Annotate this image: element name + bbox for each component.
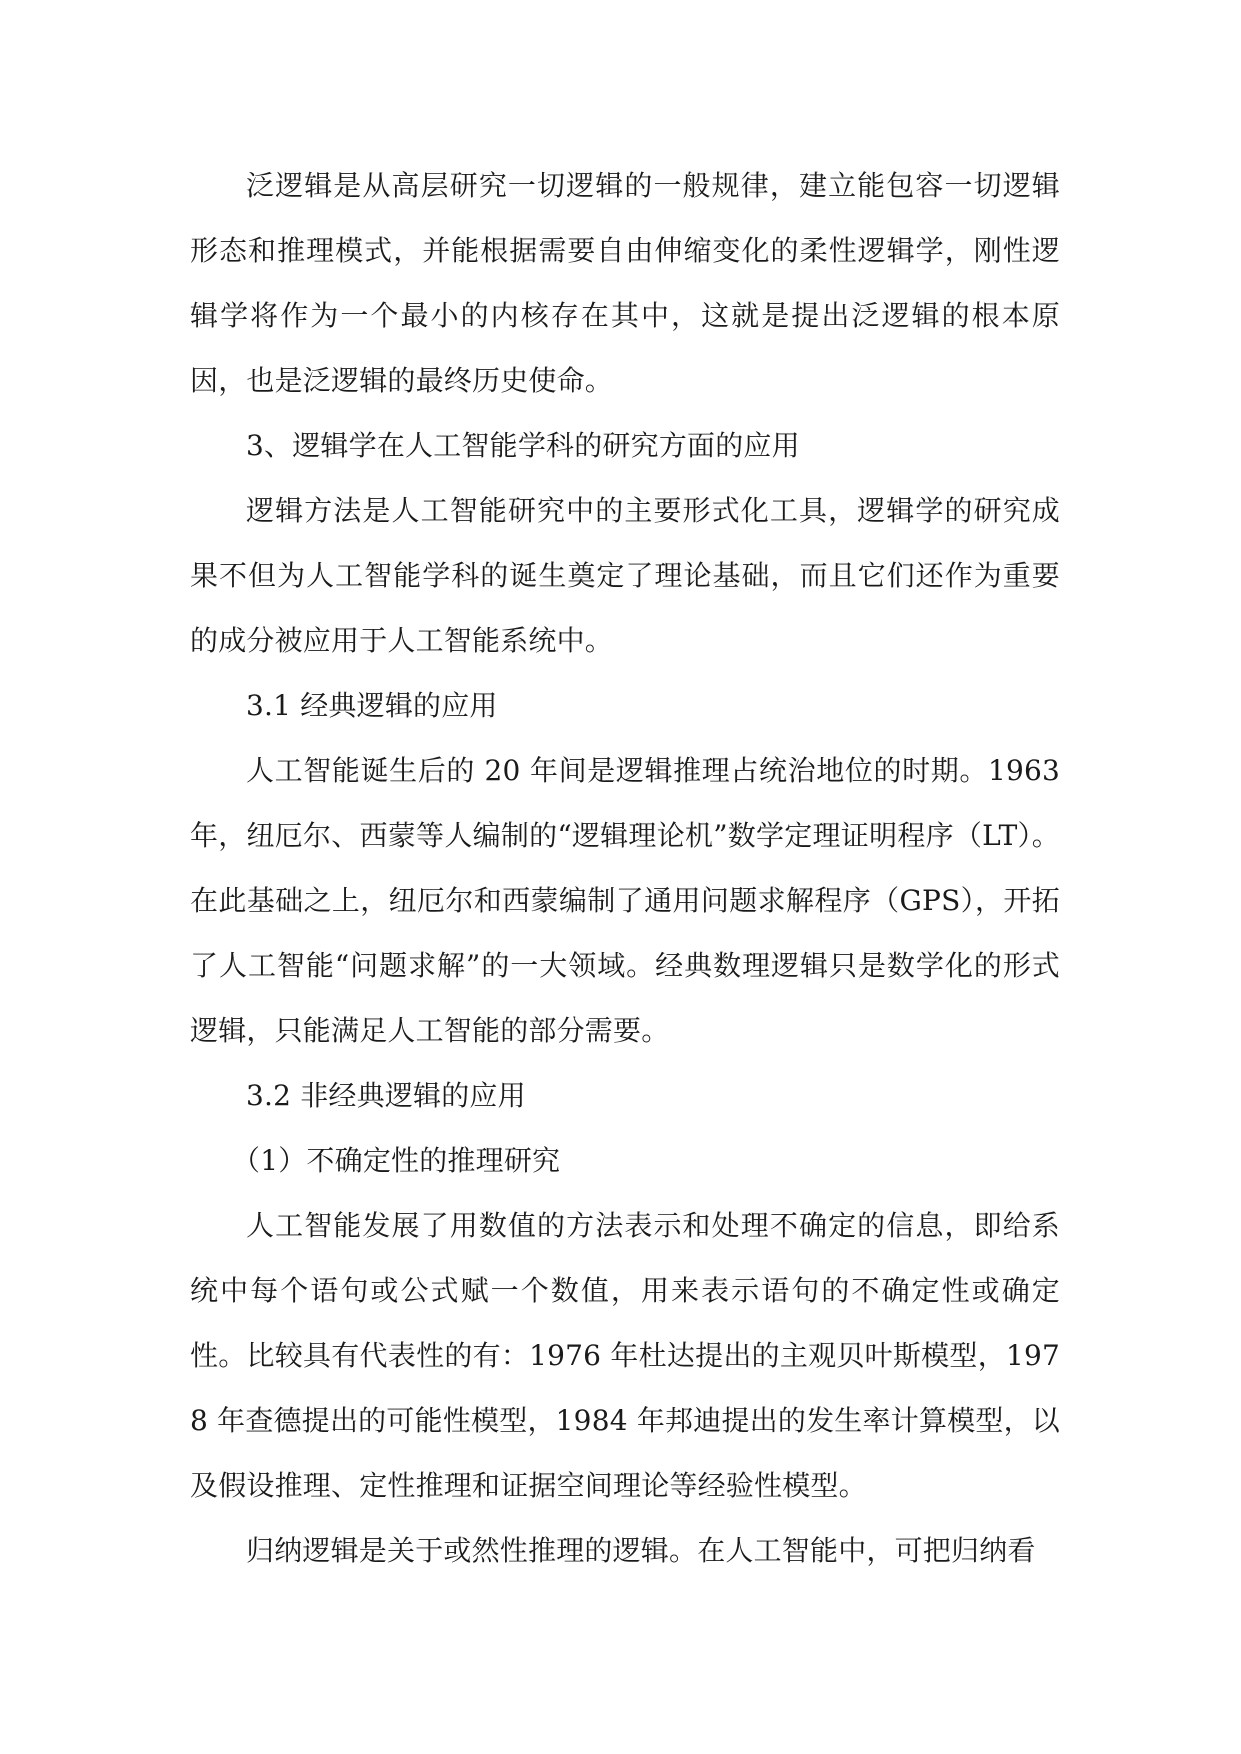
section-heading-3-1: 3.1 经典逻辑的应用: [246, 689, 498, 722]
paragraph-inductive-logic: 归纳逻辑是关于或然性推理的逻辑。在人工智能中，可把归纳看: [246, 1534, 1036, 1567]
section-heading-3: 3、逻辑学在人工智能学科的研究方面的应用: [246, 429, 800, 462]
document-body: [190, 153, 1060, 1583]
paragraph-pan-logic: 泛逻辑是从高层研究一切逻辑的一般规律，建立能包容一切逻辑形态和推理模式，并能根据需要自由伸缩变化的柔性逻辑学，刚性逻辑学将作为一个最小的内核存在其中，这就是提出泛逻辑的根本原因，也是泛逻辑的最终历史使命。: [190, 169, 1060, 397]
paragraph-logic-methods: 逻辑方法是人工智能研究中的主要形式化工具，逻辑学的研究成果不但为人工智能学科的诞生奠定了理论基础，而且它们还作为重要的成分被应用于人工智能系统中。: [190, 494, 1060, 657]
section-heading-3-2: 3.2 非经典逻辑的应用: [246, 1079, 526, 1112]
paragraph-uncertainty-models: 人工智能发展了用数值的方法表示和处理不确定的信息，即给系统中每个语句或公式赋一个数值，用来表示语句的不确定性或确定性。比较具有代表性的有：1976 年杜达提出的主观贝叶斯模型，1978 年查德提出的可能性模型，1984 年邦迪提出的发生率计算模型，以及假设推理、定性推理和证据空间理论等经验性模型。: [190, 1209, 1060, 1502]
paragraph-classical-logic: 人工智能诞生后的 20 年间是逻辑推理占统治地位的时期。1963 年，纽厄尔、西蒙等人编制的“逻辑理论机”数学定理证明程序（LT）。在此基础之上，纽厄尔和西蒙编制了通用问题求解程序（GPS），开拓了人工智能“问题求解”的一大领域。经典数理逻辑只是数学化的形式逻辑，只能满足人工智能的部分需要。: [190, 754, 1060, 1047]
subsection-heading-uncertainty: （1）不确定性的推理研究: [232, 1144, 561, 1177]
